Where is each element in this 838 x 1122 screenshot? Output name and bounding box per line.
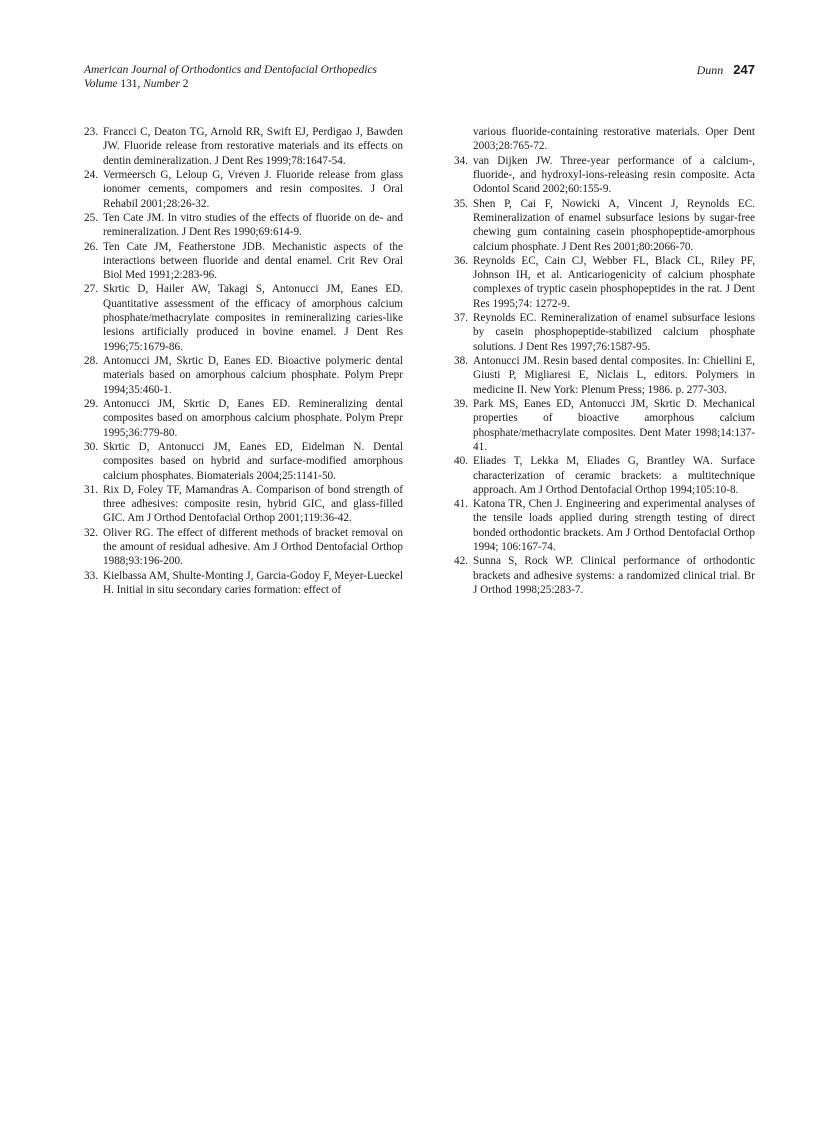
reference-item — [454, 454, 755, 497]
reference-number: 36. — [454, 254, 468, 267]
reference-item — [454, 254, 755, 311]
reference-number: 30. — [84, 440, 98, 453]
reference-number: 26. — [84, 240, 98, 253]
reference-item — [84, 526, 403, 569]
reference-text: Ten Cate JM, Featherstone JDB. Mechanistic aspects of the interactions between fluoride and dental enamel. Crit Rev Oral Biol Med 1991;2:283-96. — [103, 240, 403, 282]
reference-item — [454, 154, 755, 197]
reference-continuation: various fluoride-containing restorative materials. Oper Dent 2003;28:765-72. — [473, 126, 755, 153]
reference-number: 41. — [454, 498, 468, 511]
reference-item — [84, 211, 403, 240]
author-page-header — [697, 62, 755, 78]
page-number: 247 — [733, 62, 755, 77]
journal-title: American Journal of Orthodontics and Dentofacial Orthopedics — [84, 64, 377, 76]
reference-item — [84, 282, 403, 354]
reference-text: Rix D, Foley TF, Mamandras A. Comparison of bond strength of three adhesives: composite resin, hybrid GIC, and glass-filled GIC. Am J Orthod Dentofacial Orthop 2001;119:36-42. — [103, 483, 403, 525]
reference-text: Reynolds EC. Remineralization of enamel subsurface lesions by casein phosphopeptide-stabilized calcium phosphate solutions. J Dent Res 1997;76:1587-95. — [473, 312, 755, 353]
reference-text: Ten Cate JM. In vitro studies of the effects of fluoride on de- and remineralization. J Dent Res 1990;69:614-9. — [103, 211, 403, 239]
reference-item — [84, 354, 403, 397]
reference-number: 25. — [84, 211, 98, 224]
reference-text: Francci C, Deaton TG, Arnold RR, Swift EJ, Perdigao J, Bawden JW. Fluoride release from restorative materials and its effects on dentin demineralization. J Dent Res 1999;78:1647-54. — [103, 126, 403, 167]
reference-item — [84, 240, 403, 283]
reference-number: 24. — [84, 168, 98, 181]
reference-text: Eliades T, Lekka M, Eliades G, Brantley WA. Surface characterization of ceramic brackets: a multitechnique approach. Am J Orthod Dentofacial Orthop 1994;105:10-8. — [473, 455, 755, 496]
reference-number: 32. — [84, 526, 98, 539]
reference-item — [454, 354, 755, 397]
author-name: Dunn — [696, 63, 724, 77]
reference-text: Shen P, Cai F, Nowicki A, Vincent J, Reynolds EC. Remineralization of enamel subsurface lesions by sugar-free chewing gum containing casein phosphopeptide-amorphous calcium phosphate. J Dent Res 2001;80:2066-70. — [473, 197, 755, 253]
reference-number: 40. — [454, 455, 468, 468]
reference-item — [454, 554, 755, 597]
reference-text: Kielbassa AM, Shulte-Monting J, Garcia-Godoy F, Meyer-Lueckel H. Initial in situ secondary caries formation: effect of — [103, 569, 403, 596]
reference-text: Oliver RG. The effect of different methods of bracket removal on the amount of residual adhesive. Am J Orthod Dentofacial Orthop 1988;93:196-200. — [103, 526, 403, 568]
reference-item — [84, 397, 403, 440]
reference-number: 27. — [84, 283, 98, 296]
reference-number: 42. — [454, 555, 468, 568]
reference-item — [84, 440, 403, 483]
reference-item — [454, 397, 755, 454]
reference-number: 34. — [454, 154, 468, 167]
reference-number: 39. — [454, 397, 468, 410]
reference-number: 31. — [84, 483, 98, 496]
reference-item — [84, 569, 403, 598]
reference-text: van Dijken JW. Three-year performance of a calcium-, fluoride-, and hydroxyl-ions-releasing resin composite. Acta Odontol Scand 2002;60:155-9. — [473, 154, 755, 196]
reference-text: Antonucci JM. Resin based dental composites. In: Chiellini E, Giusti P, Migliaresi E, Niclais L, editors. Polymers in medicine II. New York: Plenum Press; 1986. p. 277-303. — [473, 355, 755, 396]
reference-text: Park MS, Eanes ED, Antonucci JM, Skrtic D. Mechanical properties of bioactive amorphous calcium phosphate/methacrylate composites. Dent Mater 1998;14:137-41. — [473, 397, 755, 453]
reference-item — [84, 125, 403, 168]
reference-item — [454, 497, 755, 554]
reference-text: Antonucci JM, Skrtic D, Eanes ED. Remineralizing dental composites based on amorphous calcium phosphate. Polym Prepr 1995;36:779-80. — [103, 397, 403, 439]
reference-item — [454, 311, 755, 354]
reference-item — [84, 483, 403, 526]
reference-number: 37. — [454, 312, 468, 325]
reference-number: 29. — [84, 397, 98, 410]
reference-number: 35. — [454, 197, 468, 210]
reference-number: 28. — [84, 355, 98, 367]
reference-text: Sunna S, Rock WP. Clinical performance of orthodontic brackets and adhesive systems: a randomized clinical trial. Br J Orthod 1998;25:283-7. — [473, 555, 755, 596]
reference-text: Katona TR, Chen J. Engineering and experimental analyses of the tensile loads applied during strength testing of direct bonded orthodontic brackets. Am J Orthod Dentofacial Orthop 1994; 106:167-74. — [473, 498, 755, 554]
reference-item — [454, 197, 755, 254]
reference-number: 23. — [84, 126, 98, 138]
volume-issue: Volume 131, Number 2 — [84, 78, 189, 90]
reference-number: 33. — [84, 569, 98, 582]
reference-number: 38. — [454, 355, 468, 367]
reference-item — [84, 168, 403, 211]
reference-text: Vermeersch G, Leloup G, Vreven J. Fluoride release from glass ionomer cements, compomers and resin composites. J Oral Rehabil 2001;28:26-32. — [103, 168, 403, 210]
running-header — [84, 63, 377, 91]
reference-text: Antonucci JM, Skrtic D, Eanes ED. Bioactive polymeric dental materials based on amorphous calcium phosphate. Polym Prepr 1994;35:460-1. — [103, 355, 403, 396]
reference-text: Skrtic D, Antonucci JM, Eanes ED, Eidelman N. Dental composites based on hybrid and surface-modified amorphous calcium phosphates. Biomaterials 2004;25:1141-50. — [103, 440, 403, 482]
references-right-column — [454, 125, 755, 597]
reference-text: Skrtic D, Hailer AW, Takagi S, Antonucci JM, Eanes ED. Quantitative assessment of the efficacy of amorphous calcium phosphate/methacrylate composites in remineralizing caries-like lesions artificially produced in bovine enamel. J Dent Res 1996;75:1679-86. — [103, 283, 403, 353]
references-left-column — [84, 125, 403, 597]
reference-text: Reynolds EC, Cain CJ, Webber FL, Black CL, Riley PF, Johnson IH, et al. Anticariogenicity of calcium phosphate complexes of tryptic casein phosphopeptides in the rat. J Dent Res 1995;74: 1272-9. — [473, 254, 755, 310]
